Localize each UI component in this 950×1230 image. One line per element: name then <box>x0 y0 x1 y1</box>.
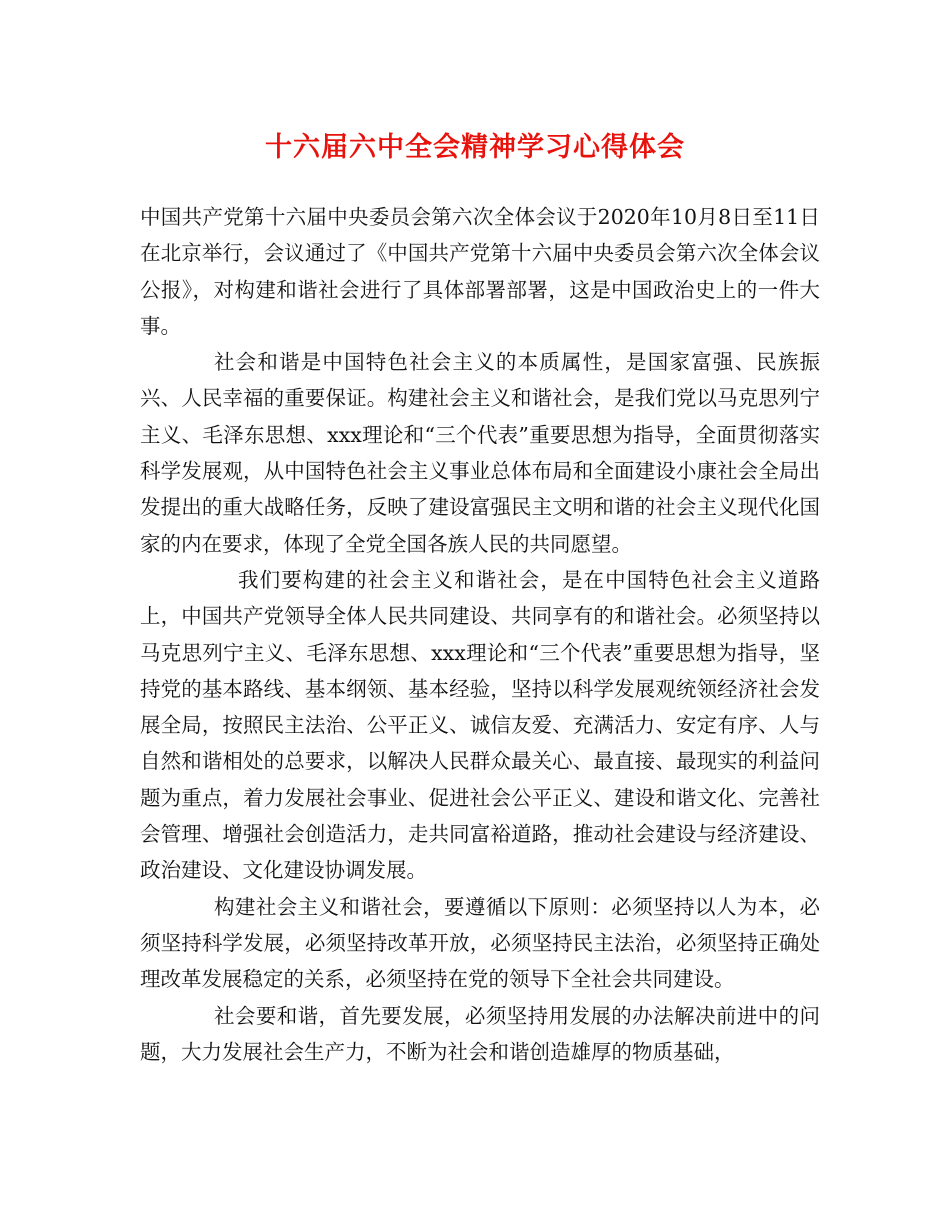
document-title: 十六届六中全会精神学习心得体会 <box>265 132 685 163</box>
paragraph-4: 构建社会主义和谐社会，要遵循以下原则：必须坚持以人为本，必须坚持科学发展，必须坚持改革开放，必须坚持民主法治，必须坚持正确处理改革发展稳定的关系，必须坚持在党的领导下全社会共同建设。 <box>140 894 820 992</box>
paragraph-3: 我们要构建的社会主义和谐社会，是在中国特色社会主义道路上，中国共产党领导全体人民共同建设、共同享有的和谐社会。必须坚持以马克思列宁主义、毛泽东思想、xxx理论和“三个代表”重要思想为指导，坚持党的基本路线、基本纲领、基本经验，坚持以科学发展观统领经济社会发展全局，按照民主法治、公平正义、诚信友爱、充满活力、安定有序、人与自然和谐相处的总要求，以解决人民群众最关心、最直接、最现实的利益问题为重点，着力发展社会事业、促进社会公平正义、建设和谐文化、完善社会管理、增强社会创造活力，走共同富裕道路，推动社会建设与经济建设、政治建设、文化建设协调发展。 <box>140 567 820 883</box>
paragraph-5: 社会要和谐，首先要发展，必须坚持用发展的办法解决前进中的问题，大力发展社会生产力，不断为社会和谐创造雄厚的物质基础， <box>140 1003 820 1064</box>
paragraph-1: 中国共产党第十六届中央委员会第六次全体会议于2020年10月8日至11日在北京举行，会议通过了《中国共产党第十六届中央委员会第六次全体会议公报》，对构建和谐社会进行了具体部署部署，这是中国政治史上的一件大事。 <box>140 205 820 338</box>
document-body <box>140 199 820 1070</box>
paragraph-2: 社会和谐是中国特色社会主义的本质属性，是国家富强、民族振兴、人民幸福的重要保证。构建社会主义和谐社会，是我们党以马克思列宁主义、毛泽东思想、xxx理论和“三个代表”重要思想为指导，全面贯彻落实科学发展观，从中国特色社会主义事业总体布局和全面建设小康社会全局出发提出的重大战略任务，反映了建设富强民主文明和谐的社会主义现代化国家的内在要求，体现了全党全国各族人民的共同愿望。 <box>140 350 820 556</box>
